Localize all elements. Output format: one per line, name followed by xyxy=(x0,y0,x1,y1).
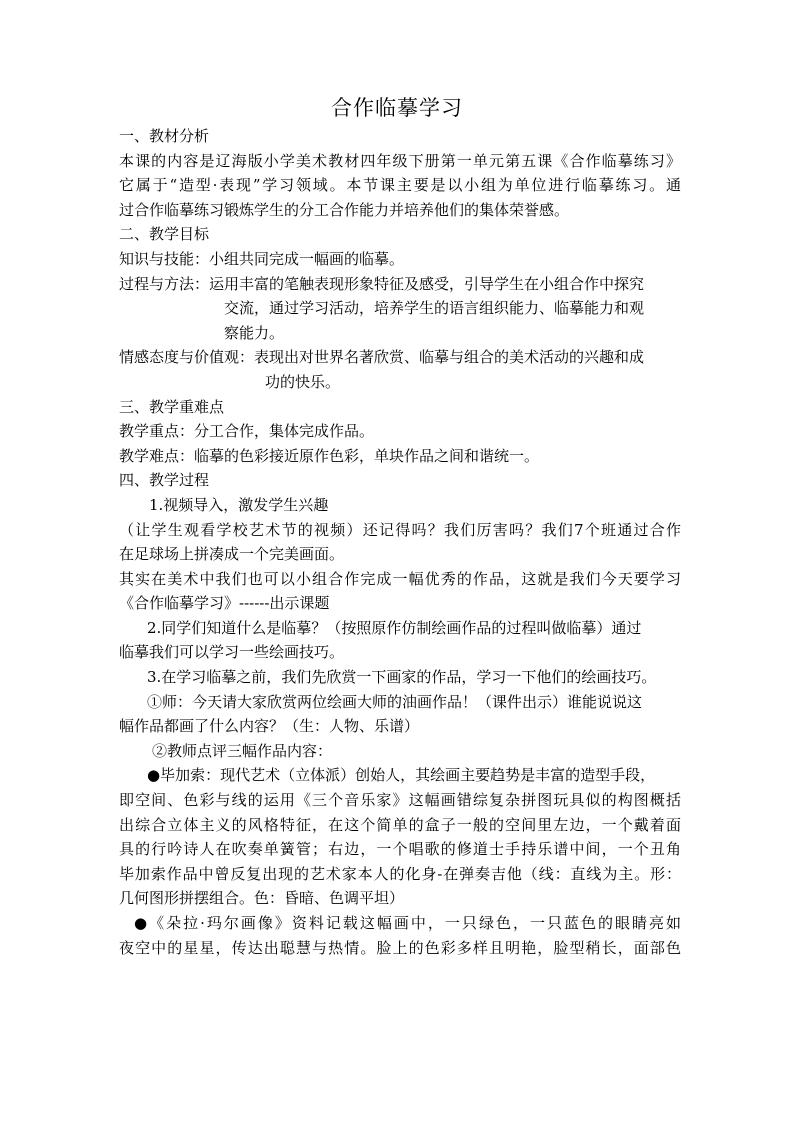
paragraph-line: ②教师点评三幅作品内容： xyxy=(152,741,333,760)
document-body xyxy=(119,124,681,960)
paragraph-line: 即空间、色彩与线的运用《三个音乐家》这幅画错综复杂拼图玩具似的构图概括 xyxy=(119,791,681,810)
paragraph-line: 具的行吟诗人在吹奏单簧管；右边，一个唱歌的修道士手持乐谱中间，一个丑角 xyxy=(119,840,681,859)
section-heading: 一、教材分析 xyxy=(119,127,210,145)
paragraph-line: 出综合立体主义的风格特征，在这个简单的盒子一般的空间里左边，一个戴着面 xyxy=(119,815,681,834)
paragraph-line: 幅作品都画了什么内容？（生：人物、乐谱） xyxy=(119,717,420,736)
paragraph-line: 几何图形拼摆组合。色：昏暗、色调平坦） xyxy=(119,889,405,908)
paragraph-line: 1.视频导入，激发学生兴趣 xyxy=(149,495,329,514)
paragraph-line: ●毕加索：现代艺术（立体派）创始人，其绘画主要趋势是丰富的造型手段， xyxy=(147,766,656,785)
paragraph-line: 功的快乐。 xyxy=(265,372,341,391)
paragraph-line: 本课的内容是辽海版小学美术教材四年级下册第一单元第五课《合作临摹练习》 xyxy=(119,151,681,170)
paragraph-line: 察能力。 xyxy=(224,323,285,342)
section-heading: 四、教学过程 xyxy=(119,471,210,490)
paragraph-line: 临摹我们可以学习一些绘画技巧。 xyxy=(119,643,345,662)
paragraph-line: 过合作临摹练习锻炼学生的分工合作能力并培养他们的集体荣誉感。 xyxy=(119,200,570,219)
paragraph-line: 教学难点：临摹的色彩接近原作色彩，单块作品之间和谐统一。 xyxy=(119,446,540,465)
paragraph-line: 其实在美术中我们也可以小组合作完成一幅优秀的作品，这就是我们今天要学习 xyxy=(119,569,681,588)
paragraph-line: （让学生观看学校艺术节的视频）还记得吗？我们厉害吗？我们7个班通过合作 xyxy=(119,520,681,539)
paragraph-line: 情感态度与价值观：表现出对世界名著欣赏、临摹与组合的美术活动的兴趣和成 xyxy=(119,348,645,367)
paragraph-line: 3.在学习临摹之前，我们先欣赏一下画家的作品，学习一下他们的绘画技巧。 xyxy=(147,668,657,687)
paragraph-line: 2.同学们知道什么是临摹？（按照原作仿制绘画作品的过程叫做临摹）通过 xyxy=(147,618,642,637)
paragraph-line: 知识与技能：小组共同完成一幅画的临摹。 xyxy=(119,249,405,268)
paragraph-line: ①师：今天请大家欣赏两位绘画大师的油画作品！（课件出示）谁能说说这 xyxy=(147,692,643,711)
paragraph-line: ●《朵拉·玛尔画像》资料记载这幅画中，一只绿色，一只蓝色的眼睛亮如 xyxy=(134,914,681,932)
section-heading: 三、教学重难点 xyxy=(119,397,225,416)
section-heading: 二、教学目标 xyxy=(119,225,210,244)
paragraph-line: 夜空中的星星，传达出聪慧与热情。脸上的色彩多样且明艳，脸型稍长，面部色 xyxy=(119,938,681,957)
paragraph-line: 交流，通过学习活动，培养学生的语言组织能力、临摹能力和观 xyxy=(224,299,645,318)
paragraph-line: 它属于“造型·表现”学习领域。本节课主要是以小组为单位进行临摹练习。通 xyxy=(119,176,681,195)
paragraph-line: 《合作临摹学习》------出示课题 xyxy=(119,594,330,613)
paragraph-line: 教学重点：分工合作，集体完成作品。 xyxy=(119,422,375,441)
paragraph-line: 过程与方法：运用丰富的笔触表现形象特征及感受，引导学生在小组合作中探究 xyxy=(119,274,645,293)
paragraph-line: 在足球场上拼凑成一个完美画面。 xyxy=(119,545,345,564)
page-title: 合作临摹学习 xyxy=(331,96,463,120)
paragraph-line: 毕加索作品中曾反复出现的艺术家本人的化身-在弹奏吉他（线：直线为主。形： xyxy=(119,864,681,883)
